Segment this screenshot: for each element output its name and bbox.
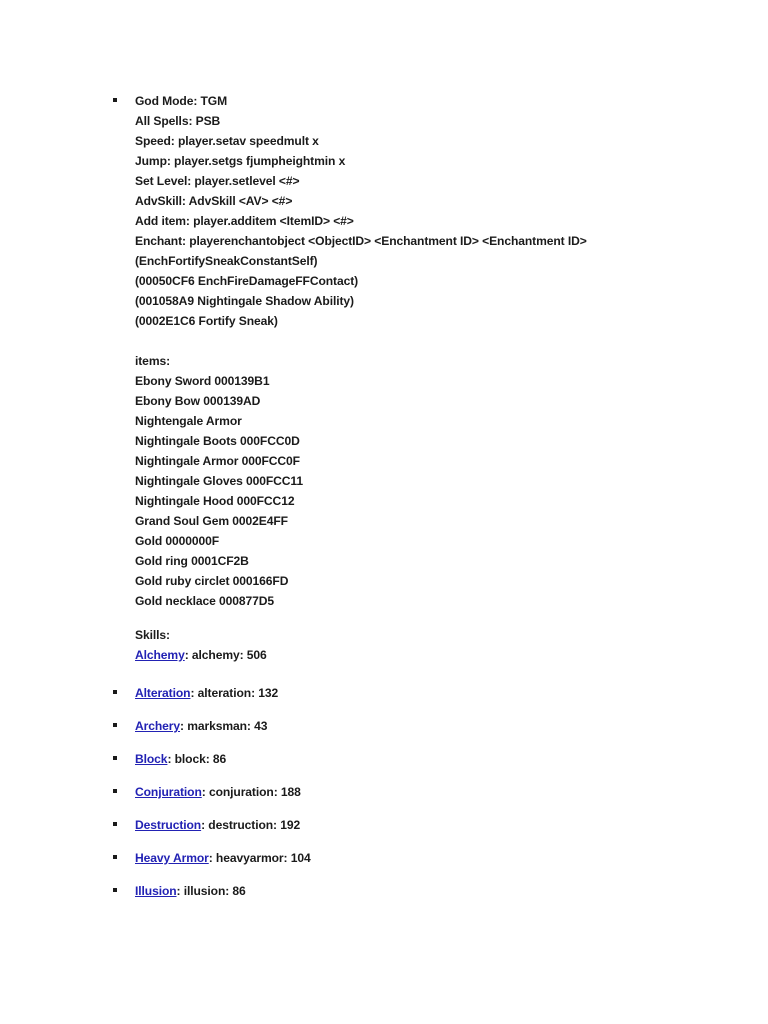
list-item (110, 848, 670, 881)
skill-value: : alteration: 132 (190, 686, 279, 700)
item-line: Ebony Sword 000139B1 (135, 374, 270, 388)
enchantment-id-line: (00050CF6 EnchFireDamageFFContact) (135, 274, 359, 288)
skill-link-destruction[interactable]: Destruction (135, 818, 202, 832)
skill-link-heavy-armor[interactable]: Heavy Armor (135, 851, 209, 865)
item-line: Gold 0000000F (135, 534, 220, 548)
skill-entry (135, 645, 695, 665)
item-line: Gold ruby circlet 000166FD (135, 574, 289, 588)
item-line: Ebony Bow 000139AD (135, 394, 261, 408)
skill-entry (135, 749, 670, 769)
square-bullet-icon (113, 690, 117, 694)
square-bullet-icon (113, 822, 117, 826)
square-bullet-icon (113, 756, 117, 760)
item-line: Grand Soul Gem 0002E4FF (135, 514, 288, 528)
list-item (110, 815, 670, 848)
skill-value: : heavyarmor: 104 (208, 851, 311, 865)
command-line: God Mode: TGM (135, 94, 228, 108)
skill-value: : block: 86 (167, 752, 227, 766)
skill-link-conjuration[interactable]: Conjuration (135, 785, 202, 799)
skill-link-alchemy[interactable]: Alchemy (135, 648, 185, 662)
skill-entry (135, 848, 670, 868)
command-line: Set Level: player.setlevel <#> (135, 174, 300, 188)
enchantment-id-line: (EnchFortifySneakConstantSelf) (135, 254, 318, 268)
list-item (110, 749, 670, 782)
skill-entry (135, 815, 670, 835)
skill-value: : conjuration: 188 (201, 785, 301, 799)
item-line: Nightingale Hood 000FCC12 (135, 494, 295, 508)
skill-value: : destruction: 192 (201, 818, 301, 832)
command-continuation-lines (110, 111, 670, 331)
square-bullet-icon (113, 855, 117, 859)
items-heading: items: (135, 354, 171, 368)
list-item (110, 716, 670, 749)
skill-value: : marksman: 43 (180, 719, 268, 733)
list-item (110, 683, 670, 716)
item-line: Nightingale Boots 000FCC0D (135, 434, 300, 448)
skills-heading: Skills: (135, 628, 170, 642)
command-line: AdvSkill: AdvSkill <AV> <#> (135, 194, 293, 208)
skill-entry (135, 881, 670, 901)
skill-link-alteration[interactable]: Alteration (135, 686, 191, 700)
square-bullet-icon (113, 723, 117, 727)
skill-entry (135, 782, 670, 802)
skill-entry (135, 683, 670, 703)
skill-link-block[interactable]: Block (135, 752, 168, 766)
list-item (110, 881, 670, 914)
command-line: Speed: player.setav speedmult x (135, 134, 319, 148)
skills-list (110, 683, 670, 914)
item-line: Gold ring 0001CF2B (135, 554, 249, 568)
enchantment-id-line: (001058A9 Nightingale Shadow Ability) (135, 294, 354, 308)
list-item (110, 91, 670, 111)
square-bullet-icon (113, 98, 117, 102)
list-item (110, 782, 670, 815)
command-line: All Spells: PSB (135, 114, 221, 128)
item-line: Nightingale Armor 000FCC0F (135, 454, 300, 468)
item-line: Gold necklace 000877D5 (135, 594, 274, 608)
skills-intro-block (110, 625, 695, 665)
commands-block (110, 91, 670, 331)
square-bullet-icon (113, 888, 117, 892)
item-line: Nightingale Gloves 000FCC11 (135, 474, 304, 488)
command-line: Enchant: playerenchantobject <ObjectID> <Enchantment ID> <Enchantment ID> (135, 234, 587, 248)
item-line: Nightengale Armor (135, 414, 242, 428)
skill-value: : illusion: 86 (176, 884, 246, 898)
square-bullet-icon (113, 789, 117, 793)
skill-link-illusion[interactable]: Illusion (135, 884, 177, 898)
skill-value: : alchemy: 506 (184, 648, 267, 662)
command-line: Add item: player.additem <ItemID> <#> (135, 214, 354, 228)
skill-link-archery[interactable]: Archery (135, 719, 181, 733)
command-line: Jump: player.setgs fjumpheightmin x (135, 154, 346, 168)
skill-entry (135, 716, 670, 736)
items-block (110, 351, 695, 611)
enchantment-id-line: (0002E1C6 Fortify Sneak) (135, 314, 278, 328)
